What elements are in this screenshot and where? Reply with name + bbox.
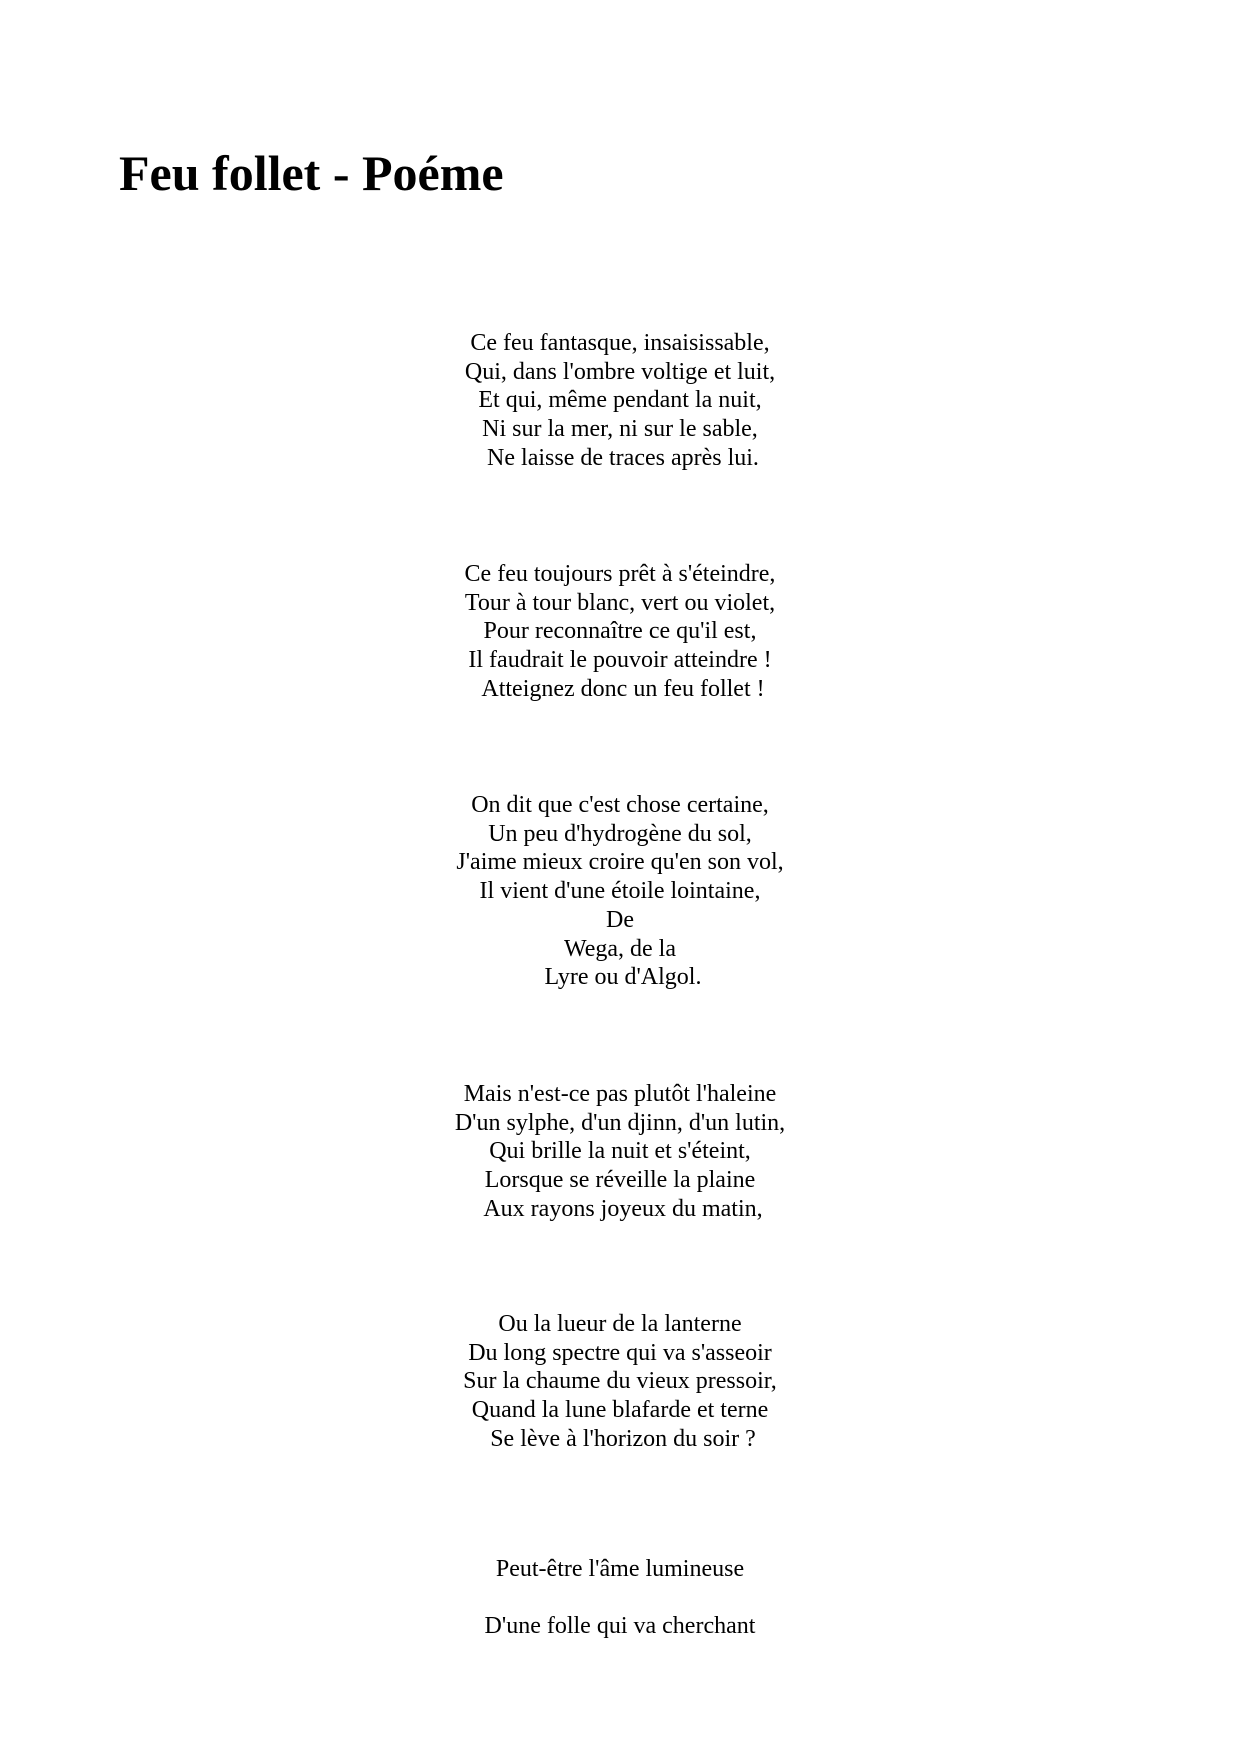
poem-line: Wega, de la <box>563 935 676 962</box>
stanza-4 <box>0 1080 1240 1224</box>
poem-line: Qui brille la nuit et s'éteint, <box>489 1138 751 1165</box>
poem-line: Du long spectre qui va s'asseoir <box>468 1339 772 1366</box>
poem-line: D'un sylphe, d'un djinn, d'un lutin, <box>454 1109 786 1136</box>
poem-line: Quand la lune blafarde et terne <box>471 1397 769 1424</box>
poem-line: J'aime mieux croire qu'en son vol, <box>456 849 784 876</box>
poem-line: Peut-être l'âme lumineuse <box>495 1556 745 1582</box>
poem-line: Atteignez donc un feu follet ! <box>481 675 765 702</box>
poem-line: De <box>606 906 634 933</box>
poem-line: Mais n'est-ce pas plutôt l'haleine <box>463 1081 777 1107</box>
poem-line: On dit que c'est chose certaine, <box>471 792 769 818</box>
page-title: Feu follet - Poéme <box>119 145 504 201</box>
stanza-5 <box>0 1310 1240 1454</box>
stanza-1 <box>0 329 1240 473</box>
poem-line: Lorsque se réveille la plaine <box>484 1167 756 1194</box>
poem-line: Lyre ou d'Algol. <box>544 964 702 991</box>
poem-line: D'une folle qui va cherchant <box>484 1613 756 1640</box>
poem-line: Ne laisse de traces après lui. <box>487 444 759 471</box>
stanza-6 <box>0 1541 1240 1656</box>
poem-line: Sur la chaume du vieux pressoir, <box>463 1368 777 1395</box>
poem-line: Aux rayons joyeux du matin, <box>483 1195 763 1222</box>
poem-line: Pour reconnaître ce qu'il est, <box>483 618 757 645</box>
poem-line: Ce feu toujours prêt à s'éteindre, <box>464 561 776 587</box>
poem-line: Se lève à l'horizon du soir ? <box>490 1425 756 1452</box>
poem-line: Ce feu fantasque, insaisissable, <box>470 330 770 356</box>
poem-line: Qui, dans l'ombre voltige et luit, <box>464 358 776 385</box>
poem-line: Il faudrait le pouvoir atteindre ! <box>468 647 772 674</box>
poem-line: Tour à tour blanc, vert ou violet, <box>464 589 776 616</box>
stanza-2 <box>0 560 1240 704</box>
poem-line: Il vient d'une étoile lointaine, <box>479 878 761 905</box>
poem-line: Et qui, même pendant la nuit, <box>478 387 762 414</box>
poem-line: Ou la lueur de la lanterne <box>498 1311 742 1337</box>
poem-line: Un peu d'hydrogène du sol, <box>488 820 752 847</box>
poem-line: Ni sur la mer, ni sur le sable, <box>482 416 758 443</box>
stanza-3 <box>0 791 1240 992</box>
